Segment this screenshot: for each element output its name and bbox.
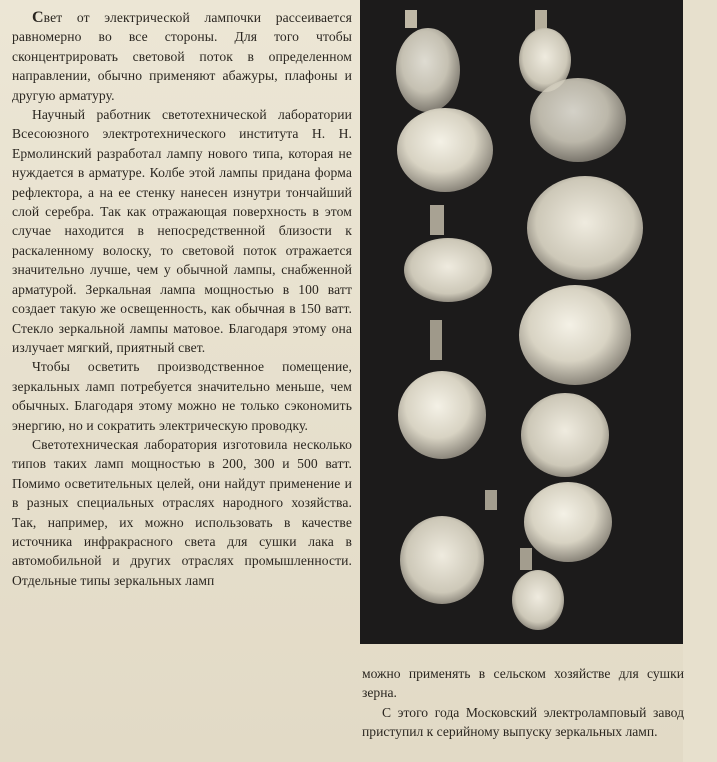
lamp-8 [527, 176, 643, 280]
paragraph-1-text: вет от электрической лампочки рассеивается равномерно во все стороны. Для того чтобы сконцентрировать световой поток в определенном направлении, обычно применяют абажуры, плафоны и другую арматуру. [12, 10, 352, 103]
lamp-7 [530, 78, 626, 162]
lamp-11 [524, 482, 612, 562]
article-paragraph-6: С этого года Московский электроламповый завод приступил к серийному выпуску зеркальных ламп. [362, 704, 684, 740]
article-left-column [12, 8, 352, 590]
article-right-column [362, 664, 684, 742]
lamp-10 [521, 393, 609, 477]
page-margin [683, 0, 717, 762]
article-paragraph-3: Чтобы осветить производственное помещение, зеркальных ламп потребуется значительно меньше, чем обычных. Благодаря этому можно не только сэкономить энергию, но и сократить электрическую проводку. [12, 359, 352, 433]
lamp-9 [519, 285, 631, 385]
mirror-lamps-photo [360, 0, 683, 644]
lamp-6 [519, 10, 571, 92]
article-paragraph-5: можно применять в сельском хозяйстве для сушки зерна. [362, 666, 684, 701]
dropcap: С [32, 9, 44, 26]
article-paragraph-4: Светотехническая лаборатория изготовила несколько типов таких ламп мощностью в 200, 300 и 500 ватт. Помимо осветительных целей, они найдут применение и в разных специальных отраслях народного хозяйства. Так, например, их можно использовать в качестве источника инфракрасного света для сушки лака в автомобильной и других отраслях промышленности. Отдельные типы зеркальных ламп [12, 436, 352, 588]
article-paragraph-2: Научный работник светотехнической лаборатории Всесоюзного электротехнического института Н. Н. Ермолинский разработал лампу нового типа, которая не нуждается в арматуре. Колбе этой лампы придана форма рефлектора, а на ее стенку нанесен изнутри тончайший слой серебра. Так как отражающая поверхность в этом случае находится в непосредственной близости к раскаленному волоску, то световой поток отражается значительно лучше, чем у обычной лампы, снабженной арматурой. Зеркальная лампа мощностью в 100 ватт создает такую же освещенность, как обычная в 150 ватт. Стекло зеркальной лампы матовое. Благодаря этому она излучает мягкий, приятный свет. [12, 107, 352, 355]
article-paragraph-1 [12, 8, 352, 105]
lamp-2 [397, 108, 493, 192]
lamp-5 [400, 490, 497, 604]
lamps-illustration [360, 0, 683, 644]
lamp-1 [396, 10, 460, 112]
lamp-3 [404, 205, 492, 302]
lamp-4 [398, 320, 486, 459]
